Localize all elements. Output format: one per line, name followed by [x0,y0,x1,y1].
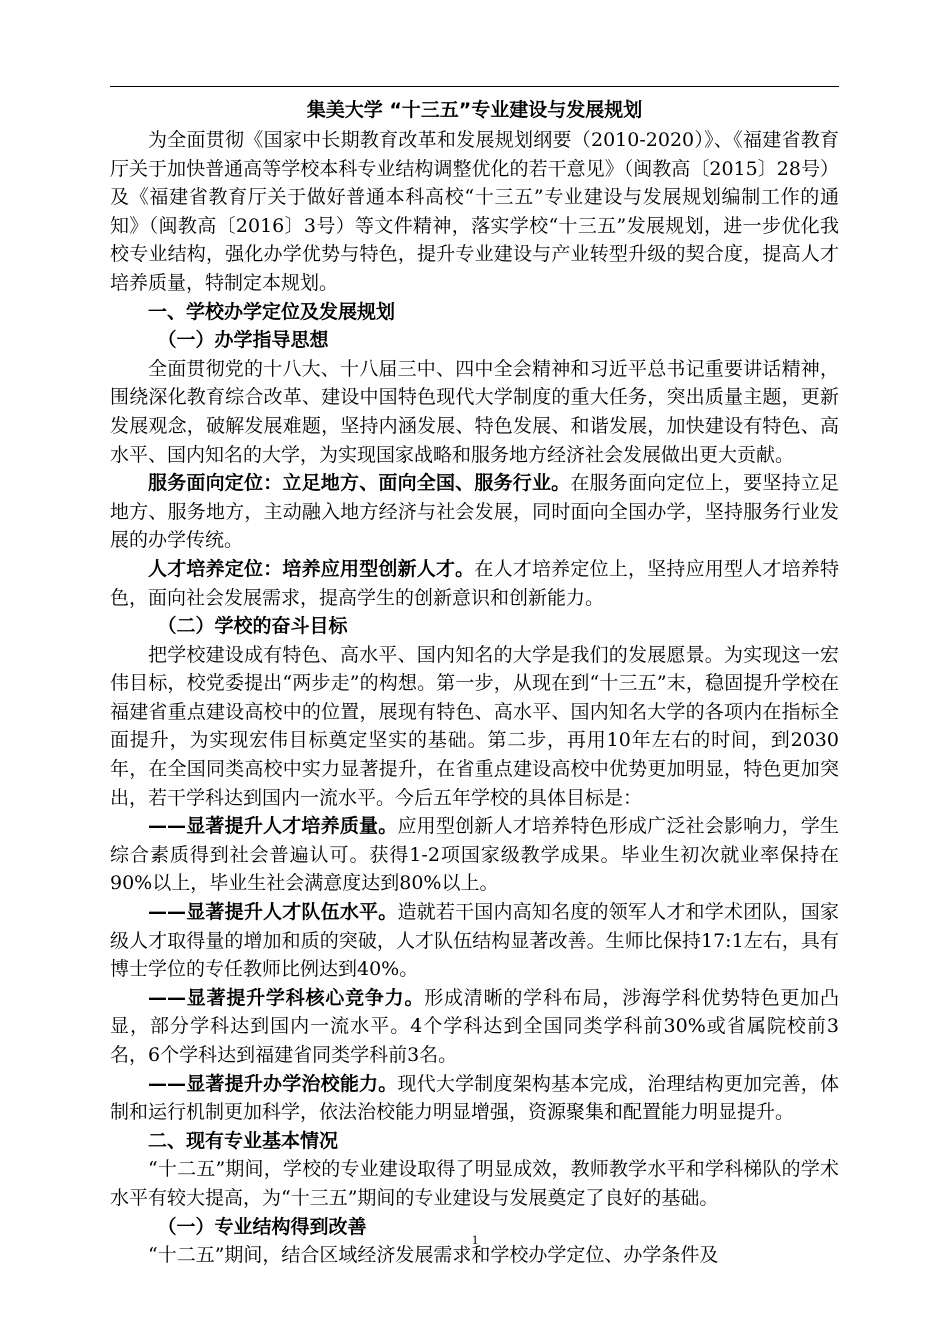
subsection-heading-1-1: （一）办学指导思想 [157,329,329,352]
subsection-heading-2-1: （一）专业结构得到改善 [157,1215,367,1238]
goal-faculty-level-lead: ——显著提升人才队伍水平。 [148,901,398,924]
intro-paragraph: 为全面贯彻《国家中长期教育改革和发展规划纲要（2010-2020）》、《福建省教育厅关于加快普通高等学校本科专业结构调整优化的若干意见》（闽教高〔2015〕28号）及《福建省教育厅关于做好普通本科高校“十三五”专业建设与发展规划编制工作的通知》（闽教高〔2016〕3号）等文件精神，落实学校“十三五”发展规划，进一步优化我校专业结构，强化办学优势与特色，提升专业建设与产业转型升级的契合度，提高人才培养质量，特制定本规划。 [110,129,839,294]
goal-talent-quality [110,812,839,898]
paragraph-current-status: “十二五”期间，学校的专业建设取得了明显成效，教师教学水平和学科梯队的学术水平有较大提高，为“十三五”期间的专业建设与发展奠定了良好的基础。 [110,1158,839,1209]
goal-discipline-text: 形成清晰的学科布局，涉海学科优势特色更加凸显，部分学科达到国内一流水平。4个学科达到全国同类学科前30%或省属院校前3名，6个学科达到福建省同类学科前3名。 [110,986,839,1066]
service-positioning-text: 在服务面向定位上，要坚持立足地方、服务地方，主动融入地方经济与社会发展，同时面向全国办学，坚持服务行业发展的办学传统。 [110,472,839,552]
goal-talent-quality-text: 应用型创新人才培养特色形成广泛社会影响力，学生综合素质得到社会普遍认可。获得1-2项国家级教学成果。毕业生初次就业率保持在90%以上，毕业生社会满意度达到80%以上。 [110,815,839,895]
goal-faculty-level [110,898,839,984]
paragraph-guiding-thought: 全面贯彻党的十八大、十八届三中、四中全会精神和习近平总书记重要讲话精神，围绕深化教育综合改革、建设中国特色现代大学制度的重大任务，突出质量主题，更新发展观念，破解发展难题，坚持内涵发展、特色发展、和谐发展，加快建设有特色、高水平、国内知名的大学，为实现国家战略和服务地方经济社会发展做出更大贡献。 [110,357,839,466]
goal-faculty-level-text: 造就若干国内高知名度的领军人才和学术团队，国家级人才取得量的增加和质的突破，人才队伍结构显著改善。生师比保持17:1左右，具有博士学位的专任教师比例达到40%。 [110,901,839,981]
paragraph-structure-improved: “十二五”期间，结合区域经济发展需求和学校办学定位、办学条件及 [148,1244,719,1267]
talent-positioning-text: 在人才培养定位上，坚持应用型人才培养特色，面向社会发展需求，提高学生的创新意识和创新能力。 [110,557,839,609]
document-body [110,92,839,1270]
service-positioning-lead: 服务面向定位：立足地方、面向全国、服务行业。 [148,472,571,495]
goal-talent-quality-lead: ——显著提升人才培养质量。 [148,815,398,838]
page-number: 1 [471,1232,479,1247]
section-heading-2: 二、现有专业基本情况 [148,1129,339,1152]
goal-governance-lead: ——显著提升办学治校能力。 [148,1072,398,1095]
goal-governance [110,1070,839,1127]
header-rule [110,86,839,87]
paragraph-service-positioning [110,469,839,555]
subsection-heading-1-2: （二）学校的奋斗目标 [157,615,348,638]
goal-governance-text: 现代大学制度架构基本完成，治理结构更加完善，体制和运行机制更加科学，依法治校能力明显增强，资源聚集和配置能力明显提升。 [110,1072,839,1124]
paragraph-talent-positioning [110,555,839,612]
goal-discipline-lead: ——显著提升学科核心竞争力。 [148,986,425,1009]
document-title: 集美大学 “十三五”专业建设与发展规划 [306,99,643,121]
paragraph-goals: 把学校建设成有特色、高水平、国内知名的大学是我们的发展愿景。为实现这一宏伟目标，校党委提出“两步走”的构想。第一步，从现在到“十三五”末，稳固提升学校在福建省重点建设高校中的位置，展现有特色、高水平、国内知名大学的各项内在指标全面提升，为实现宏伟目标奠定坚实的基础。第二步，再用10年左右的时间，到2030年，在全国同类高校中实力显著提升，在省重点建设高校中优势更加明显，特色更加突出，若干学科达到国内一流水平。今后五年学校的具体目标是： [110,643,839,809]
section-heading-1: 一、学校办学定位及发展规划 [148,300,396,323]
goal-discipline-competitiveness [110,984,839,1070]
talent-positioning-lead: 人才培养定位：培养应用型创新人才。 [148,557,475,580]
